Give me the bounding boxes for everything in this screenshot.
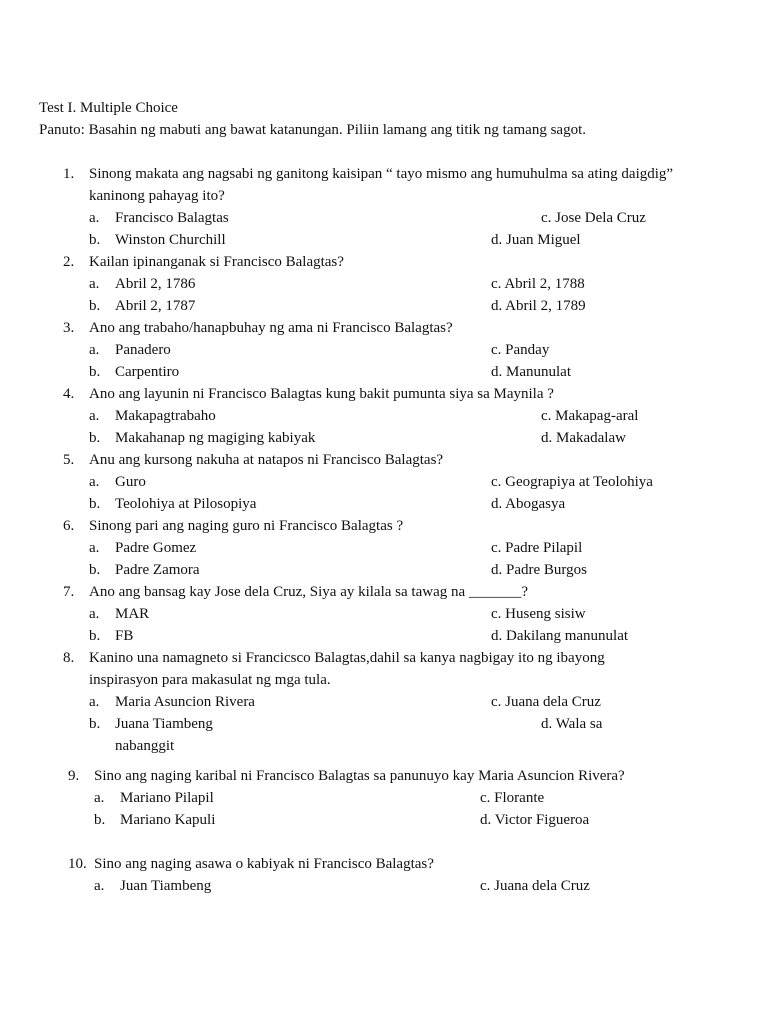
question-6 (63, 515, 703, 581)
option-b: b. Carpentiro (89, 364, 180, 380)
option-c: c. Juana dela Cruz (480, 878, 590, 894)
question-1 (63, 163, 703, 251)
options-row (68, 787, 708, 809)
options-row (63, 691, 703, 713)
instructions: Panuto: Basahin ng mabuti ang bawat katanungan. Piliin lamang ang titik ng tamang sagot. (39, 122, 586, 138)
option-d: d. Manunulat (491, 364, 571, 380)
question-number: 7. (63, 584, 75, 600)
options-row (63, 207, 703, 229)
question-10 (68, 853, 708, 897)
option-c: c. Makapag-aral (541, 408, 639, 424)
options-row (63, 295, 703, 317)
options-row (63, 229, 703, 251)
option-a: a. Guro (89, 474, 146, 490)
option-d-line1: d. Wala sa (541, 716, 603, 732)
options-row (63, 339, 703, 361)
options-row (63, 361, 703, 383)
option-c: c. Padre Pilapil (491, 540, 583, 556)
option-b: b. FB (89, 628, 134, 644)
options-row (68, 809, 708, 831)
question-number: 3. (63, 320, 75, 336)
options-row (63, 427, 703, 449)
test-title: Test I. Multiple Choice (39, 100, 178, 116)
option-d: d. Abogasya (491, 496, 566, 512)
question-text: Kailan ipinanganak si Francisco Balagtas? (89, 254, 344, 270)
question-5 (63, 449, 703, 515)
question-text: Ano ang bansag kay Jose dela Cruz, Siya ay kilala sa tawag na _______? (89, 584, 529, 600)
question-number: 4. (63, 386, 75, 402)
question-text: Sino ang naging asawa o kabiyak ni Francisco Balagtas? (94, 856, 434, 872)
option-d-line2: nabanggit (115, 738, 175, 754)
option-a: a. MAR (89, 606, 150, 622)
question-text: Sinong pari ang naging guro ni Francisco Balagtas ? (89, 518, 404, 534)
options-row (68, 875, 708, 897)
question-4 (63, 383, 703, 449)
option-c: c. Florante (480, 790, 545, 806)
question-text: Ano ang layunin ni Francisco Balagtas kung bakit pumunta siya sa Maynila ? (89, 386, 554, 402)
question-text: Ano ang trabaho/hanapbuhay ng ama ni Francisco Balagtas? (89, 320, 453, 336)
option-d: d. Dakilang manunulat (491, 628, 629, 644)
question-3 (63, 317, 703, 383)
option-d: d. Juan Miguel (491, 232, 581, 248)
options-row (63, 603, 703, 625)
option-a: a. Maria Asuncion Rivera (89, 694, 255, 710)
question-2 (63, 251, 703, 317)
options-row (63, 713, 703, 735)
option-c: c. Geograpiya at Teolohiya (491, 474, 653, 490)
option-b: b. Winston Churchill (89, 232, 226, 248)
question-text: Sinong makata ang nagsabi ng ganitong kaisipan “ tayo mismo ang humuhulma sa ating daigdig” kaninong pahayag ito? (89, 166, 674, 204)
option-b: b. Juana Tiambeng (89, 716, 213, 732)
option-a: a. Mariano Pilapil (94, 790, 214, 806)
options-row (63, 559, 703, 581)
option-c: c. Abril 2, 1788 (491, 276, 585, 292)
options-row (63, 537, 703, 559)
option-a: a. Juan Tiambeng (94, 878, 212, 894)
option-b: b. Makahanap ng magiging kabiyak (89, 430, 316, 446)
question-number: 2. (63, 254, 75, 270)
question-9 (68, 765, 708, 831)
option-a: a. Panadero (89, 342, 171, 358)
options-row (63, 405, 703, 427)
question-8 (63, 647, 703, 735)
question-number: 9. (68, 768, 80, 784)
option-d: d. Abril 2, 1789 (491, 298, 586, 314)
option-c: c. Panday (491, 342, 550, 358)
options-row (63, 471, 703, 493)
option-b: b. Padre Zamora (89, 562, 200, 578)
question-number: 6. (63, 518, 75, 534)
option-d: d. Padre Burgos (491, 562, 587, 578)
option-a: a. Abril 2, 1786 (89, 276, 196, 292)
option-d: d. Victor Figueroa (480, 812, 590, 828)
option-a: a. Padre Gomez (89, 540, 197, 556)
question-text: Anu ang kursong nakuha at natapos ni Francisco Balagtas? (89, 452, 444, 468)
options-row (63, 625, 703, 647)
options-row (63, 493, 703, 515)
option-b: b. Mariano Kapuli (94, 812, 216, 828)
question-number: 10. (68, 856, 87, 872)
option-c: c. Juana dela Cruz (491, 694, 601, 710)
options-row (63, 273, 703, 295)
option-c: c. Jose Dela Cruz (541, 210, 646, 226)
question-number: 1. (63, 166, 75, 182)
option-c: c. Huseng sisiw (491, 606, 586, 622)
option-b: b. Abril 2, 1787 (89, 298, 196, 314)
option-b: b. Teolohiya at Pilosopiya (89, 496, 257, 512)
question-text: Kanino una namagneto si Francicsco Balagtas,dahil sa kanya nagbigay ito ng ibayong inspirasyon para makasulat ng mga tula. (89, 650, 605, 688)
question-text: Sino ang naging karibal ni Francisco Balagtas sa panunuyo kay Maria Asuncion Rivera? (94, 768, 625, 784)
question-number: 8. (63, 650, 75, 666)
option-a: a. Francisco Balagtas (89, 210, 229, 226)
question-number: 5. (63, 452, 75, 468)
option-a: a. Makapagtrabaho (89, 408, 216, 424)
question-7 (63, 581, 703, 647)
option-d: d. Makadalaw (541, 430, 626, 446)
